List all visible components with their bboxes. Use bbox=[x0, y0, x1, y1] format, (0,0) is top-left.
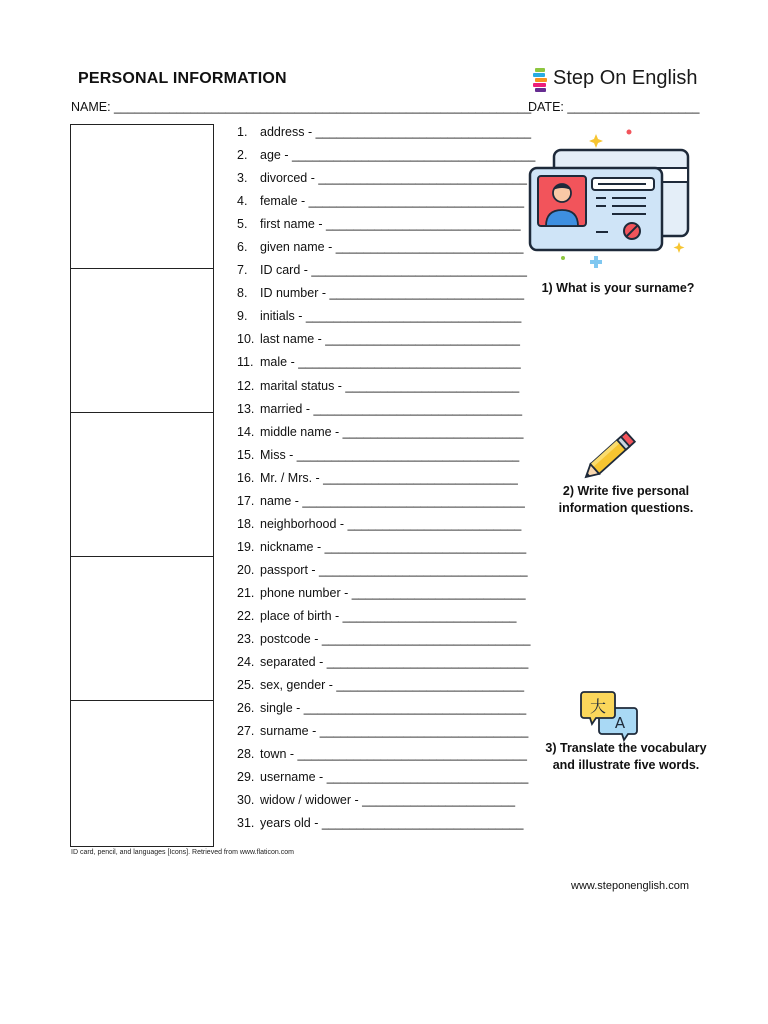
vocab-number: 2. bbox=[237, 148, 248, 163]
vocab-item[interactable] bbox=[237, 651, 535, 674]
vocab-text: first name - ____________________________ bbox=[260, 217, 521, 232]
vocab-item[interactable] bbox=[237, 743, 535, 766]
vocab-item[interactable] bbox=[237, 236, 535, 259]
vocab-number: 9. bbox=[237, 309, 248, 324]
vocab-text: postcode - ______________________________ bbox=[260, 632, 531, 647]
vocab-number: 19. bbox=[237, 539, 255, 554]
vocab-text: address - _______________________________ bbox=[260, 125, 532, 139]
vocab-text: phone number - _________________________ bbox=[260, 585, 526, 600]
vocab-number: 23. bbox=[237, 632, 255, 647]
id-card-icon bbox=[528, 128, 690, 270]
task-2-line-1: 2) Write five personal bbox=[562, 484, 690, 498]
stairs-logo-icon bbox=[533, 68, 549, 92]
drawing-boxes bbox=[70, 124, 214, 847]
vocab-item[interactable] bbox=[237, 421, 535, 444]
vocab-item[interactable] bbox=[237, 490, 535, 513]
vocab-number: 16. bbox=[237, 470, 255, 485]
vocab-text: last name - ____________________________ bbox=[260, 332, 520, 347]
name-field[interactable]: NAME: ____________________________________________________________ bbox=[71, 100, 532, 114]
vocab-number: 6. bbox=[237, 240, 248, 255]
vocab-item[interactable] bbox=[237, 144, 535, 167]
vocab-item[interactable] bbox=[237, 375, 535, 398]
pencil-icon bbox=[580, 430, 640, 482]
vocab-number: 20. bbox=[237, 562, 255, 577]
vocab-number: 22. bbox=[237, 608, 255, 623]
date-field[interactable]: DATE: ___________________ bbox=[528, 100, 700, 114]
vocab-item[interactable] bbox=[237, 789, 535, 812]
vocabulary-list bbox=[237, 121, 535, 835]
drawing-box[interactable] bbox=[71, 125, 213, 269]
vocab-text: Mr. / Mrs. - ____________________________ bbox=[260, 470, 518, 485]
vocab-item[interactable] bbox=[237, 305, 535, 328]
vocab-number: 5. bbox=[237, 217, 248, 232]
vocab-number: 26. bbox=[237, 701, 255, 716]
vocab-number: 18. bbox=[237, 516, 255, 531]
vocab-number: 3. bbox=[237, 171, 248, 186]
vocab-number: 11. bbox=[237, 355, 254, 370]
vocab-item[interactable] bbox=[237, 121, 535, 144]
page-title: PERSONAL INFORMATION bbox=[78, 70, 287, 87]
vocab-text: separated - _____________________________ bbox=[260, 655, 529, 670]
vocab-text: widow / widower - ______________________ bbox=[260, 793, 516, 808]
brand-name: Step On English bbox=[553, 67, 698, 89]
vocab-text: passport - ______________________________ bbox=[260, 562, 528, 577]
vocab-item[interactable] bbox=[237, 582, 535, 605]
drawing-box[interactable] bbox=[71, 413, 213, 557]
vocab-text: given name - ___________________________ bbox=[260, 240, 524, 255]
vocab-text: Miss - ________________________________ bbox=[260, 447, 520, 462]
vocab-item[interactable] bbox=[237, 812, 535, 835]
vocab-text: name - ________________________________ bbox=[260, 493, 525, 508]
vocab-item[interactable] bbox=[237, 605, 535, 628]
vocab-text: place of birth - _________________________ bbox=[260, 608, 517, 623]
vocab-number: 12. bbox=[237, 378, 255, 393]
vocab-number: 25. bbox=[237, 678, 255, 693]
icon-credit: ID card, pencil, and languages [Icons]. Retrieved from www.flaticon.com bbox=[71, 849, 294, 856]
task-3-line-2: and illustrate five words. bbox=[552, 758, 700, 772]
vocab-number: 7. bbox=[237, 263, 248, 278]
vocab-text: sex, gender - ___________________________ bbox=[260, 678, 525, 693]
vocab-item[interactable] bbox=[237, 213, 535, 236]
website-link[interactable]: www.steponenglish.com bbox=[571, 880, 690, 892]
vocab-number: 21. bbox=[237, 585, 255, 600]
vocab-text: married - ______________________________ bbox=[260, 401, 523, 416]
vocab-text: ID number - ____________________________ bbox=[260, 286, 525, 301]
vocab-number: 28. bbox=[237, 747, 255, 762]
vocab-number: 13. bbox=[237, 401, 255, 416]
vocab-item[interactable] bbox=[237, 628, 535, 651]
vocab-item[interactable] bbox=[237, 720, 535, 743]
vocab-item[interactable] bbox=[237, 282, 535, 305]
vocab-text: female - _______________________________ bbox=[260, 194, 525, 209]
vocab-item[interactable] bbox=[237, 559, 535, 582]
vocab-item[interactable] bbox=[237, 328, 535, 351]
vocab-item[interactable] bbox=[237, 259, 535, 282]
vocab-text: neighborhood - _________________________ bbox=[260, 516, 522, 531]
vocab-number: 31. bbox=[237, 816, 255, 831]
vocab-text: age - ___________________________________ bbox=[260, 148, 536, 163]
vocab-number: 15. bbox=[237, 447, 255, 462]
vocab-item[interactable] bbox=[237, 467, 535, 490]
drawing-box[interactable] bbox=[71, 557, 213, 701]
latin-glyph: A bbox=[614, 714, 626, 732]
task-2 bbox=[548, 483, 704, 517]
vocab-number: 24. bbox=[237, 655, 255, 670]
vocab-number: 29. bbox=[237, 770, 255, 785]
vocab-item[interactable] bbox=[237, 697, 535, 720]
drawing-box[interactable] bbox=[71, 701, 213, 844]
vocab-item[interactable] bbox=[237, 674, 535, 697]
vocab-item[interactable] bbox=[237, 766, 535, 789]
vocab-text: years old - _____________________________ bbox=[260, 816, 524, 831]
task-1: 1) What is your surname? bbox=[541, 281, 695, 295]
vocab-item[interactable] bbox=[237, 536, 535, 559]
drawing-box[interactable] bbox=[71, 269, 213, 413]
vocab-number: 8. bbox=[237, 286, 248, 301]
vocab-item[interactable] bbox=[237, 351, 535, 374]
vocab-text: male - ________________________________ bbox=[260, 355, 521, 370]
vocab-text: surname - ______________________________ bbox=[260, 724, 529, 739]
vocab-number: 10. bbox=[237, 332, 255, 347]
vocab-item[interactable] bbox=[237, 513, 535, 536]
vocab-text: town - _________________________________ bbox=[260, 747, 527, 762]
task-3-line-1: 3) Translate the vocabulary bbox=[545, 741, 707, 755]
task-3 bbox=[533, 740, 719, 774]
vocab-text: single - ________________________________ bbox=[260, 701, 527, 716]
vocab-number: 17. bbox=[237, 493, 255, 508]
vocab-number: 30. bbox=[237, 793, 255, 808]
languages-icon bbox=[580, 690, 638, 742]
chinese-glyph: 大 bbox=[589, 697, 607, 716]
vocab-text: marital status - _________________________ bbox=[260, 378, 520, 393]
vocab-number: 14. bbox=[237, 424, 255, 439]
vocab-number: 4. bbox=[237, 194, 248, 209]
vocab-text: nickname - _____________________________ bbox=[260, 539, 527, 554]
vocab-item[interactable] bbox=[237, 167, 535, 190]
vocab-text: initials - _______________________________ bbox=[260, 309, 522, 324]
vocab-text: ID card - _______________________________ bbox=[260, 263, 527, 278]
task-2-line-2: information questions. bbox=[558, 501, 694, 515]
vocab-number: 27. bbox=[237, 724, 255, 739]
vocab-number: 1. bbox=[237, 125, 248, 139]
vocab-text: divorced - ______________________________ bbox=[260, 171, 527, 186]
vocab-text: middle name - __________________________ bbox=[260, 424, 524, 439]
vocab-item[interactable] bbox=[237, 190, 535, 213]
vocab-item[interactable] bbox=[237, 398, 535, 421]
vocab-item[interactable] bbox=[237, 444, 535, 467]
vocab-text: username - _____________________________ bbox=[260, 770, 529, 785]
